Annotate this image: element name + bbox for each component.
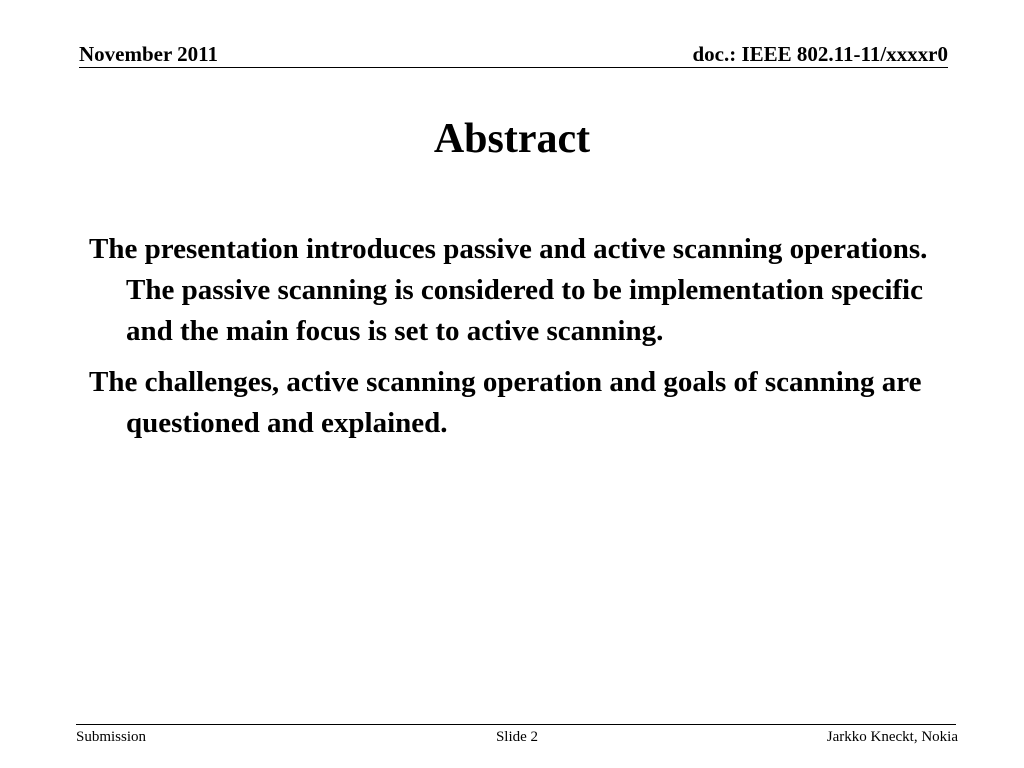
footer-divider (76, 724, 956, 725)
body-paragraph-2: The challenges, active scanning operation and goals of scanning are questioned and explained. (89, 366, 922, 439)
header-date: November 2011 (79, 42, 219, 66)
body-paragraph-1: The presentation introduces passive and active scanning operations. The passive scanning is considered to be implementation specific and the main focus is set to active scanning. (89, 233, 928, 347)
slide-title: Abstract (433, 116, 591, 162)
footer-author: Jarkko Kneckt, Nokia (826, 729, 958, 745)
header-divider (79, 67, 948, 68)
footer-submission: Submission (76, 729, 147, 745)
footer-slide-number: Slide 2 (495, 729, 539, 745)
slide-body (89, 229, 939, 454)
header-doc-id: doc.: IEEE 802.11-11/xxxxr0 (692, 42, 948, 66)
